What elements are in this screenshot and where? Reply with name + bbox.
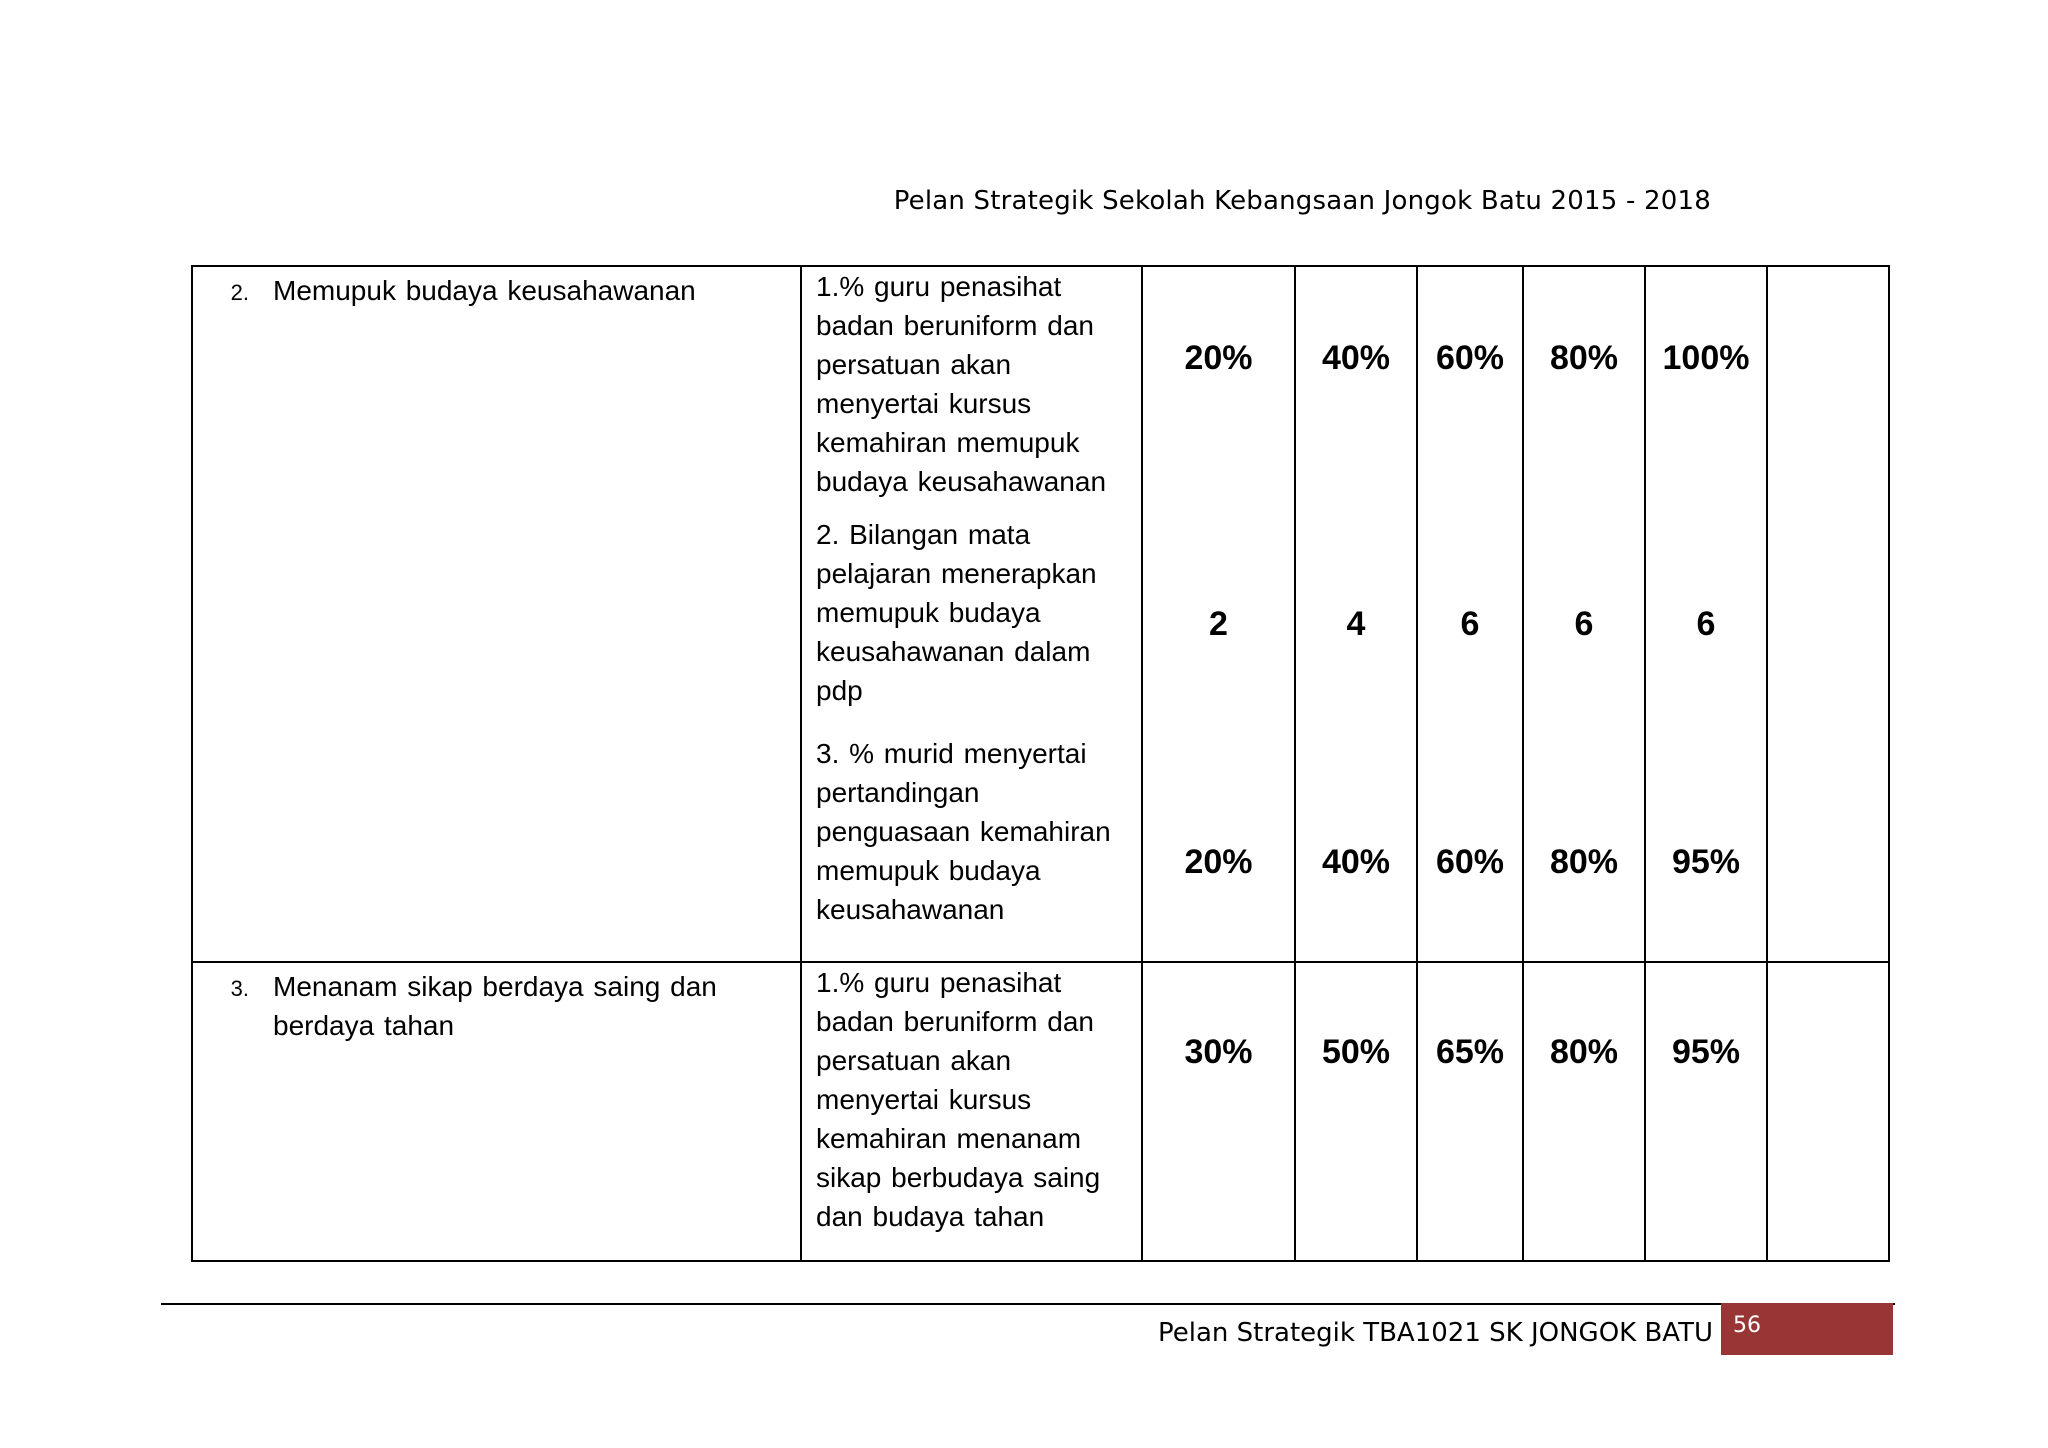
target-value: 60% bbox=[1435, 339, 1505, 377]
target-cell bbox=[1142, 266, 1295, 515]
target-cell bbox=[1417, 515, 1523, 734]
indicator-cell bbox=[801, 962, 1142, 1261]
target-cell bbox=[1295, 734, 1417, 962]
target-cell bbox=[1417, 266, 1523, 515]
target-value: 40% bbox=[1321, 843, 1391, 881]
target-value: 20% bbox=[1184, 339, 1253, 377]
target-cell bbox=[1295, 515, 1417, 734]
target-value: 20% bbox=[1184, 843, 1253, 881]
footer-divider bbox=[161, 1303, 1895, 1305]
indicator-text: 2. Bilangan mata pelajaran menerapkan memupuk budaya keusahawanan dalam pdp bbox=[816, 519, 1097, 706]
target-cell bbox=[1142, 962, 1295, 1261]
page-number-badge bbox=[1721, 1303, 1893, 1355]
target-cell bbox=[1767, 962, 1889, 1261]
target-cell bbox=[1142, 734, 1295, 962]
indicator-text: 1.% guru penasihat badan beruniform dan persatuan akan menyertai kursus kemahiran menanam sikap berbudaya saing dan budaya tahan bbox=[816, 967, 1101, 1232]
indicator-text: 3. % murid menyertai pertandingan penguasaan kemahiran memupuk budaya keusahawanan bbox=[816, 738, 1111, 925]
target-cell bbox=[1645, 515, 1767, 734]
target-cell bbox=[1417, 962, 1523, 1261]
target-value: 80% bbox=[1549, 339, 1619, 377]
target-value: 95% bbox=[1671, 1033, 1741, 1071]
target-cell bbox=[1523, 962, 1645, 1261]
indicator-text: 1.% guru penasihat badan beruniform dan persatuan akan menyertai kursus kemahiran memupuk budaya keusahawanan bbox=[816, 271, 1107, 497]
indicator-cell bbox=[801, 734, 1142, 962]
objective-text: Memupuk budaya keusahawanan bbox=[273, 275, 696, 306]
target-value: 50% bbox=[1321, 1033, 1391, 1071]
objective-text: Menanam sikap berdaya saing dan berdaya tahan bbox=[273, 971, 717, 1041]
target-cell bbox=[1295, 962, 1417, 1261]
target-cell bbox=[1295, 266, 1417, 515]
footer-title: Pelan Strategik TBA1021 SK JONGOK BATU bbox=[1158, 1318, 1713, 1348]
target-cell bbox=[1645, 962, 1767, 1261]
target-cell bbox=[1767, 266, 1889, 515]
target-value: 95% bbox=[1671, 843, 1741, 881]
target-value: 30% bbox=[1184, 1033, 1253, 1071]
indicator-cell bbox=[801, 266, 1142, 515]
objective-number: 3. bbox=[230, 976, 249, 1001]
target-cell bbox=[1523, 266, 1645, 515]
target-value: 100% bbox=[1662, 339, 1750, 377]
objective-number: 2. bbox=[230, 280, 249, 305]
target-value: 80% bbox=[1549, 1033, 1619, 1071]
objective-cell bbox=[192, 266, 801, 962]
page-number: 56 bbox=[1733, 1313, 1761, 1338]
target-value: 2 bbox=[1209, 605, 1228, 643]
table-row bbox=[192, 266, 1889, 515]
target-cell bbox=[1645, 734, 1767, 962]
target-cell bbox=[1767, 734, 1889, 962]
target-cell bbox=[1523, 734, 1645, 962]
target-value: 6 bbox=[1696, 605, 1716, 643]
target-cell bbox=[1142, 515, 1295, 734]
target-cell bbox=[1417, 734, 1523, 962]
target-value: 65% bbox=[1435, 1033, 1505, 1071]
target-value: 40% bbox=[1321, 339, 1391, 377]
table-row bbox=[192, 962, 1889, 1261]
target-value: 4 bbox=[1346, 605, 1366, 643]
kpi-table bbox=[191, 265, 1890, 1262]
target-cell bbox=[1645, 266, 1767, 515]
target-value: 6 bbox=[1574, 605, 1594, 643]
target-value: 6 bbox=[1460, 605, 1480, 643]
target-cell bbox=[1767, 515, 1889, 734]
document-header: Pelan Strategik Sekolah Kebangsaan Jongok Batu 2015 - 2018 bbox=[893, 186, 1711, 216]
target-value: 80% bbox=[1549, 843, 1619, 881]
target-cell bbox=[1523, 515, 1645, 734]
indicator-cell bbox=[801, 515, 1142, 734]
target-value: 60% bbox=[1435, 843, 1505, 881]
objective-cell bbox=[192, 962, 801, 1261]
